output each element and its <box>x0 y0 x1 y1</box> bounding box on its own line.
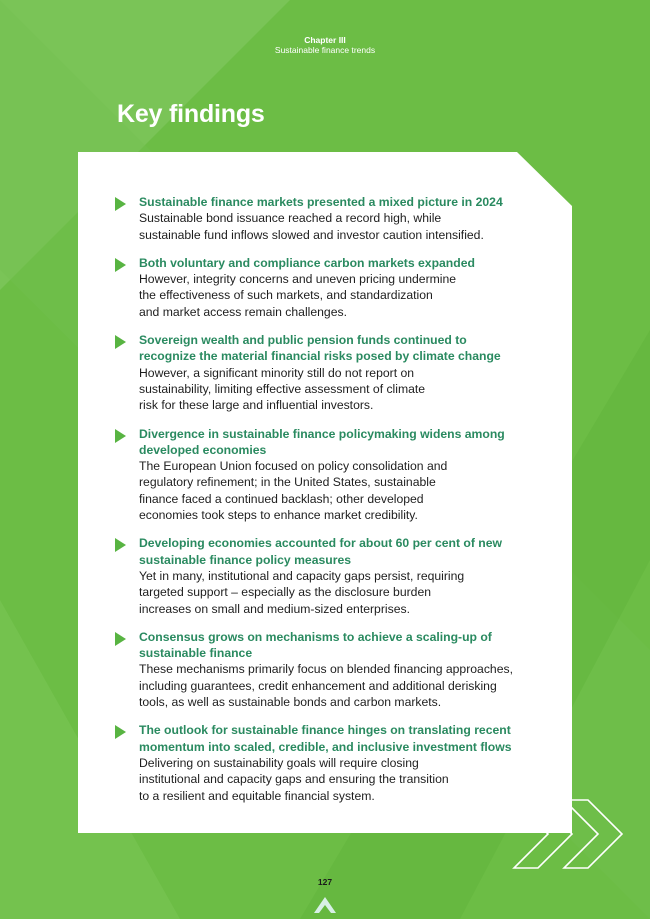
finding-body-line: to a resilient and equitable financial system. <box>139 788 375 803</box>
finding-body <box>139 365 535 414</box>
finding-body-line: the effectiveness of such markets, and standardization <box>139 288 433 303</box>
finding-body-line: However, a significant minority still do not report on <box>139 365 415 380</box>
finding-heading-line: sustainable finance policy measures <box>139 552 352 567</box>
finding-body-line: risk for these large and influential investors. <box>139 398 374 413</box>
finding-heading-line: The outlook for sustainable finance hinges on translating recent <box>139 723 511 738</box>
finding-body-line: sustainable fund inflows slowed and investor caution intensified. <box>139 227 484 242</box>
triangle-arrow-icon <box>115 429 126 443</box>
finding-heading-line: sustainable finance <box>139 646 253 661</box>
chapter-subtitle: Sustainable finance trends <box>274 45 376 55</box>
finding-item <box>115 255 535 320</box>
findings-list <box>115 194 535 816</box>
finding-body <box>139 458 535 523</box>
finding-heading-line: Divergence in sustainable finance policymaking widens among <box>139 426 505 441</box>
finding-heading-line: Sustainable finance markets presented a mixed picture in 2024 <box>139 195 503 209</box>
finding-body-line: and market access remain challenges. <box>139 304 347 319</box>
finding-body-line: including guarantees, credit enhancement and additional derisking <box>139 678 497 693</box>
triangle-arrow-icon <box>115 538 126 552</box>
page-title: Key findings <box>117 100 265 128</box>
finding-body-line: targeted support – especially as the disclosure burden <box>139 585 432 600</box>
finding-heading <box>139 722 535 755</box>
finding-heading <box>139 629 535 662</box>
finding-item <box>115 332 535 413</box>
double-chevron-right-icon <box>512 798 632 870</box>
finding-body-line: institutional and capacity gaps and ensuring the transition <box>139 772 449 787</box>
finding-body-line: These mechanisms primarily focus on blended financing approaches, <box>139 662 513 677</box>
chapter-label: Chapter III <box>304 35 346 45</box>
finding-body <box>139 568 535 617</box>
finding-heading-line: Sovereign wealth and public pension funds continued to <box>139 333 467 348</box>
finding-body-line: Yet in many, institutional and capacity gaps persist, requiring <box>139 568 465 583</box>
finding-heading <box>139 194 535 210</box>
triangle-arrow-icon <box>115 335 126 349</box>
finding-body-line: Sustainable bond issuance reached a record high, while <box>139 211 442 226</box>
triangle-arrow-icon <box>115 725 126 739</box>
finding-heading <box>139 332 535 365</box>
finding-heading-line: Both voluntary and compliance carbon markets expanded <box>139 255 475 270</box>
finding-heading <box>139 426 535 459</box>
finding-body <box>139 210 535 243</box>
finding-body-line: finance faced a continued backlash; other developed <box>139 491 424 506</box>
finding-body-line: Delivering on sustainability goals will require closing <box>139 755 419 770</box>
finding-body-line: However, integrity concerns and uneven pricing undermine <box>139 272 457 287</box>
finding-item <box>115 535 535 616</box>
page-number: 127 <box>317 877 333 887</box>
finding-item <box>115 194 535 243</box>
finding-item <box>115 629 535 710</box>
finding-body <box>139 661 535 710</box>
finding-body <box>139 271 535 320</box>
finding-heading-line: Developing economies accounted for about 60 per cent of new <box>139 536 502 551</box>
finding-item <box>115 722 535 803</box>
finding-body-line: regulatory refinement; in the United States, sustainable <box>139 475 436 490</box>
finding-body-line: increases on small and medium-sized enterprises. <box>139 601 410 616</box>
finding-body-line: sustainability, limiting effective assessment of climate <box>139 381 426 396</box>
triangle-arrow-icon <box>115 197 126 211</box>
finding-heading <box>139 535 535 568</box>
finding-heading-line: recognize the material financial risks posed by climate change <box>139 349 501 364</box>
finding-heading-line: momentum into scaled, credible, and inclusive investment flows <box>139 739 512 754</box>
triangle-arrow-icon <box>115 632 126 646</box>
finding-body-line: tools, as well as sustainable bonds and carbon markets. <box>139 695 442 710</box>
triangle-arrow-icon <box>115 258 126 272</box>
finding-heading-line: Consensus grows on mechanisms to achieve a scaling-up of <box>139 629 492 644</box>
finding-body <box>139 755 535 804</box>
finding-heading <box>139 255 535 271</box>
finding-heading-line: developed economies <box>139 442 267 457</box>
finding-body-line: economies took steps to enhance market credibility. <box>139 508 418 523</box>
finding-body-line: The European Union focused on policy consolidation and <box>139 459 448 474</box>
finding-item <box>115 426 535 524</box>
chevron-up-icon[interactable] <box>313 896 337 916</box>
